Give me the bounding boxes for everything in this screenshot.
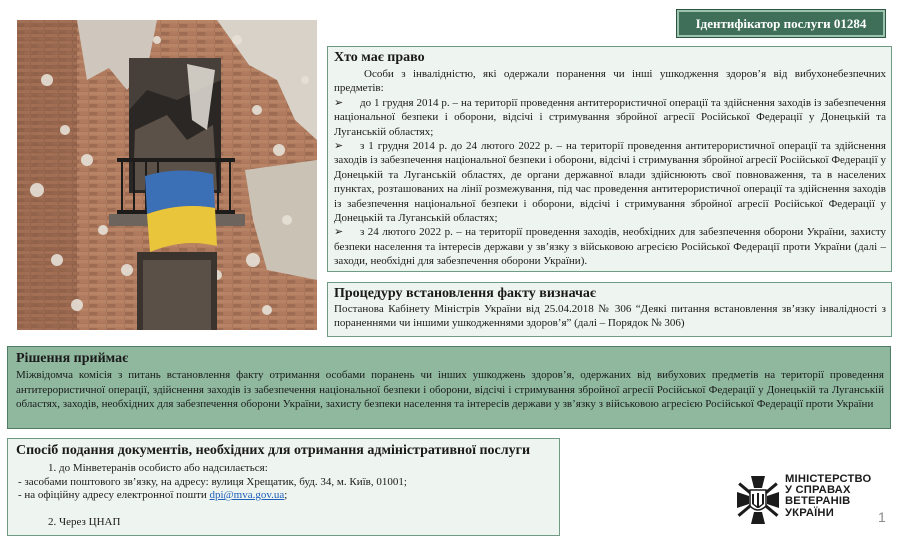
eligibility-item-text: з 24 лютого 2022 р. – на території проведення заходів, необхідних для забезпечення оборони України, захисту безпеки населення та інтересів держави у зв’язку з військовою агресією Російської Федерації проти України (далі – заходи, необхідні для забезпечення оборони України). — [334, 226, 886, 268]
submission-option-email — [16, 489, 553, 503]
page-number: 1 — [878, 509, 886, 525]
ministry-name — [785, 474, 871, 519]
ministry-name-line: ВЕТЕРАНІВ — [785, 495, 851, 508]
procedure-title: Процедуру встановлення факту визначає — [334, 286, 596, 301]
arrow-bullet-icon: ➢ — [334, 226, 344, 239]
ministry-name-line: У СПРАВАХ — [785, 484, 851, 497]
decision-title: Рішення приймає — [16, 351, 129, 366]
decision-section — [7, 346, 891, 429]
procedure-text: Постанова Кабінету Міністрів України від 25.04.2018 № 306 “Деякі питання встановлення зв’язку інвалідності з пораненнями чи іншими ушкодженнями здоров’я” (далі – Порядок № 306) — [334, 303, 886, 330]
submission-option-post: - засобами поштового зв’язку, на адресу: вулиця Хрещатик, буд. 34, м. Київ, 01001; — [18, 475, 407, 488]
eligibility-title: Хто має право — [334, 50, 425, 65]
ministry-name-line: УКРАЇНИ — [785, 506, 834, 519]
arrow-bullet-icon: ➢ — [334, 140, 344, 153]
eligibility-intro — [334, 67, 886, 96]
eligibility-item-text: з 1 грудня 2014 р. до 24 лютого 2022 р. – на території проведення антитерористичної операції та здійснення заходів із забезпечення національної безпеки і оборони, відсічі і стримування збройної агресії Російської Федерації у Донецькій та Луганській областях, де органи державної влади здійснюють свої повноваження, та в населених пунктах, розташованих на лінії розмежування, під час проведення антитерористичної операції та здійснення заходів із забезпечення національної безпеки і оборони, відсічі і стримування збройної агресії Російської Федерації у Донецькій та Луганській областях; — [334, 140, 886, 225]
submission-method-title: Спосіб подання документів, необхідних для отримання адміністративної послуги — [16, 443, 531, 458]
damaged-building-with-flag-icon — [17, 20, 317, 330]
submission-method-section — [7, 438, 560, 536]
service-id-badge: Ідентифікатор послуги 01284 — [677, 10, 885, 37]
arrow-bullet-icon: ➢ — [334, 96, 344, 109]
decision-text: Міжвідомча комісія з питань встановлення факту отримання особами поранень чи інших ушкоджень здоров’я, одержаних від вибухових предметів на території проведення антитерористичної операції, здійснення заходів із забезпечення національної безпеки і оборони, відсічі і стримування збройної агресії Російської Федерації у Донецькій та Луганській областях, заходів, необхідних для забезпечення оборони України, захисту безпеки населення та інтересів держави у зв’язку з військовою агресією Російської Федерації проти України — [16, 369, 884, 411]
eligibility-intro-text: Особи з інвалідністю, які одержали поранення чи інші ушкодження здоров’я від вибухонебезпечних предметів: — [334, 68, 886, 95]
eligibility-section — [327, 46, 892, 272]
email-suffix: ; — [284, 489, 288, 501]
eligibility-item — [334, 139, 886, 225]
procedure-section — [327, 282, 892, 337]
ministry-cross-trident-icon — [735, 474, 781, 526]
submission-option-cnap: 2. Через ЦНАП — [48, 516, 121, 528]
eligibility-item — [334, 96, 886, 139]
submission-option-ministry: 1. до Мінветеранів особисто або надсилається: — [48, 462, 268, 474]
email-link[interactable]: dpi@mva.gov.ua — [209, 489, 285, 501]
eligibility-item — [334, 225, 886, 268]
eligibility-item-text: до 1 грудня 2014 р. – на території проведення антитерористичної операції та здійснення заходів із забезпечення національної безпеки і оборони, відсічі і стримування збройної агресії Російської Федерації у Донецькій та Луганській областях; — [334, 96, 886, 138]
ministry-name-line: МІНІСТЕРСТВО — [785, 473, 872, 485]
damaged-building-photo — [17, 20, 317, 330]
email-prefix: - на офіційну адресу електронної пошти — [18, 489, 210, 501]
